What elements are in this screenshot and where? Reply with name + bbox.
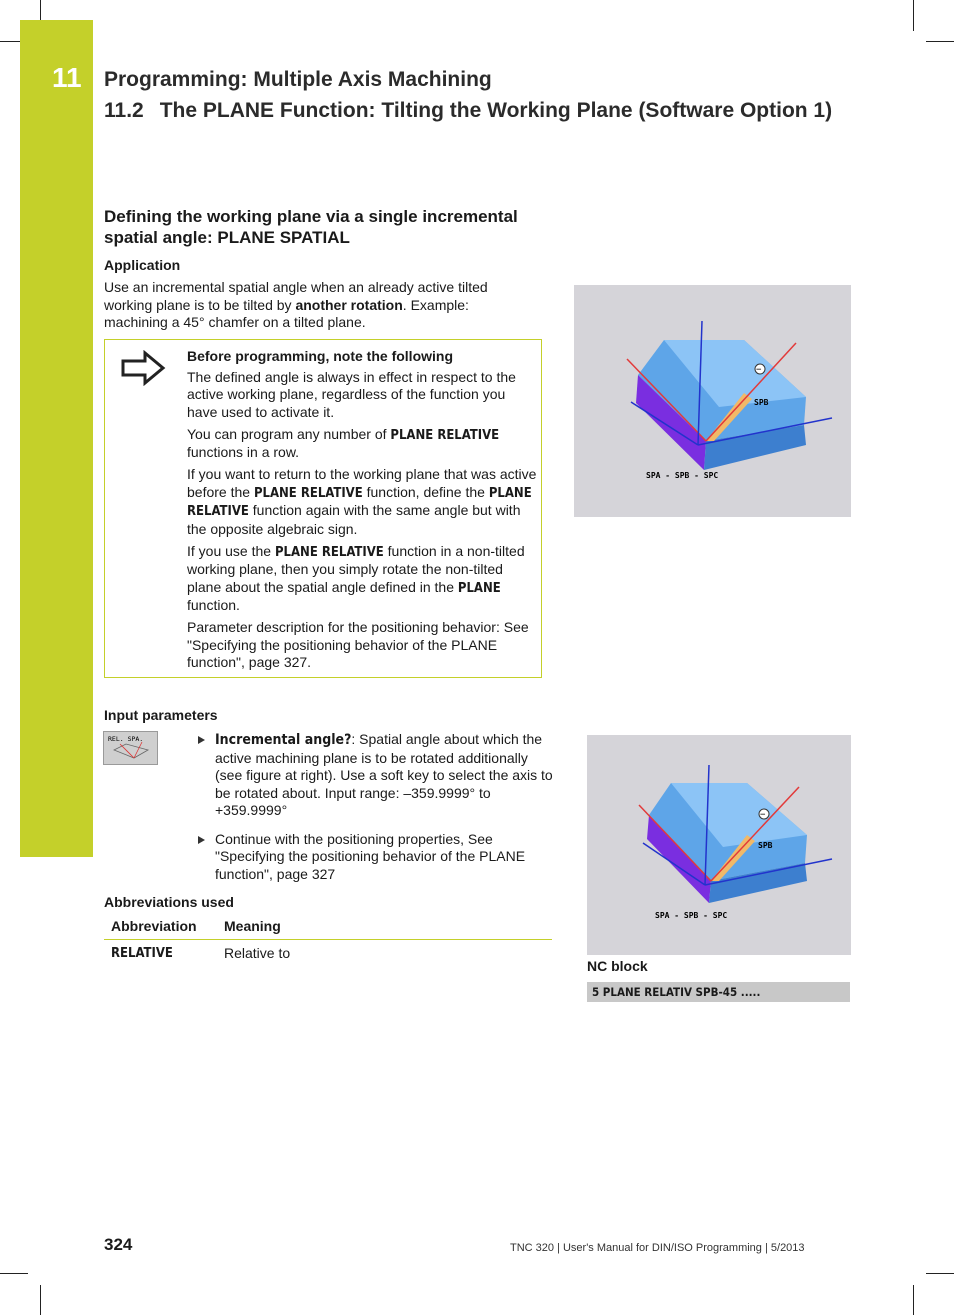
input-parameter-list <box>196 731 556 894</box>
axis-caption: SPA - SPB - SPC <box>646 471 719 480</box>
softkey-label: REL. SPA. <box>108 735 144 743</box>
crop-mark <box>0 41 20 42</box>
note-box <box>104 339 542 678</box>
application-text-part: . Example: machining a 45° chamfer on a tilted plane. <box>104 296 469 330</box>
parameter-description: : Spatial angle about which the active machining plane is to be rotated additionally (see figure at right). Use a soft key to select the axis to be rotated about. Input range: –359.9999° to +359.9999° <box>215 731 553 818</box>
note-text: function, define the <box>362 483 489 500</box>
note-keyword: PLANE RELATIVE <box>274 544 384 560</box>
parameter-description: Continue with the positioning properties, See "Specifying the positioning behavior of the PLANE function", page 327 <box>215 830 526 882</box>
note-paragraph <box>187 543 537 615</box>
note-keyword: PLANE RELATIVE <box>187 485 532 519</box>
crop-mark <box>40 0 41 20</box>
crop-mark <box>926 41 954 42</box>
note-text: If you use the <box>187 542 275 559</box>
nc-block-heading: NC block <box>587 958 648 974</box>
table-row <box>104 940 552 962</box>
application-text-part: Use an incremental spatial angle when an already active tilted working plane is to be tilted by <box>104 279 488 313</box>
crop-mark <box>40 1285 41 1315</box>
parameter-keyword: Incremental angle? <box>215 732 352 748</box>
crop-mark <box>913 0 914 31</box>
note-text: You can program any number of <box>187 425 391 442</box>
tilted-block-illustration <box>587 735 851 955</box>
spb-label: SPB <box>758 841 773 850</box>
note-keyword: PLANE RELATIVE <box>253 485 363 501</box>
tilted-block-illustration <box>574 285 851 517</box>
bullet-triangle-icon <box>198 736 205 744</box>
crop-mark <box>913 1285 914 1315</box>
nc-block-code: 5 PLANE RELATIV SPB-45 ..... <box>587 982 850 1002</box>
section-number: 11.2 <box>104 99 144 122</box>
rel-spa-softkey[interactable] <box>103 731 158 765</box>
table-header: Abbreviation <box>104 918 217 940</box>
note-paragraph: Parameter description for the positioning behavior: See "Specifying the positioning behavior of the PLANE function", page 327. <box>187 619 529 670</box>
bullet-triangle-icon <box>198 836 205 844</box>
input-parameters-heading: Input parameters <box>104 707 218 723</box>
note-keyword: PLANE <box>457 580 501 596</box>
section-title <box>104 99 832 123</box>
chapter-number: 11 <box>52 62 82 93</box>
figure-plane-spatial-2 <box>587 735 851 955</box>
list-item <box>196 831 556 884</box>
chapter-sidebar <box>20 20 93 857</box>
softkey-graphic-icon <box>104 732 157 764</box>
note-text: function in a non-tilted working plane, then you simply rotate the non-tilted plane about the spatial angle defined in the <box>187 542 525 595</box>
axis-caption: SPA - SPB - SPC <box>655 911 728 920</box>
table-cell: Relative to <box>224 945 291 961</box>
chapter-title: Programming: Multiple Axis Machining <box>104 68 492 91</box>
note-paragraph: The defined angle is always in effect in respect to the active working plane, regardless of the function you have used to activate it. <box>187 368 516 420</box>
application-text-bold: another rotation <box>295 296 403 313</box>
page-number: 324 <box>104 1235 133 1254</box>
note-text: function again with the same angle but with the opposite algebraic sign. <box>187 502 521 537</box>
list-item <box>196 731 556 820</box>
page-heading: Defining the working plane via a single incremental spatial angle: PLANE SPATIAL <box>104 207 518 247</box>
minus-sign: − <box>760 810 766 820</box>
note-text: function. <box>187 597 240 613</box>
application-text <box>104 279 534 332</box>
note-text: functions in a row. <box>187 444 300 460</box>
crop-mark <box>0 1273 28 1274</box>
note-text: If you want to return to the working plane that was active before the <box>187 466 537 500</box>
minus-sign: − <box>756 365 762 375</box>
table-header-row <box>104 918 552 940</box>
table-header: Meaning <box>217 918 552 940</box>
note-content <box>187 348 537 676</box>
note-title: Before programming, note the following <box>187 348 453 364</box>
application-heading: Application <box>104 257 181 273</box>
abbreviations-table <box>104 918 552 961</box>
note-paragraph <box>187 466 537 538</box>
crop-mark <box>926 1273 954 1274</box>
note-paragraph <box>187 426 537 462</box>
table-cell: RELATIVE <box>111 945 173 961</box>
section-title-text: The PLANE Function: Tilting the Working Plane (Software Option 1) <box>159 99 833 122</box>
note-keyword: PLANE RELATIVE <box>390 427 500 443</box>
spb-label: SPB <box>754 398 769 407</box>
figure-plane-spatial-1 <box>574 285 851 517</box>
footer-text: TNC 320 | User's Manual for DIN/ISO Programming | 5/2013 <box>510 1242 805 1254</box>
note-arrow-icon <box>121 350 167 386</box>
abbreviations-heading: Abbreviations used <box>104 894 234 910</box>
